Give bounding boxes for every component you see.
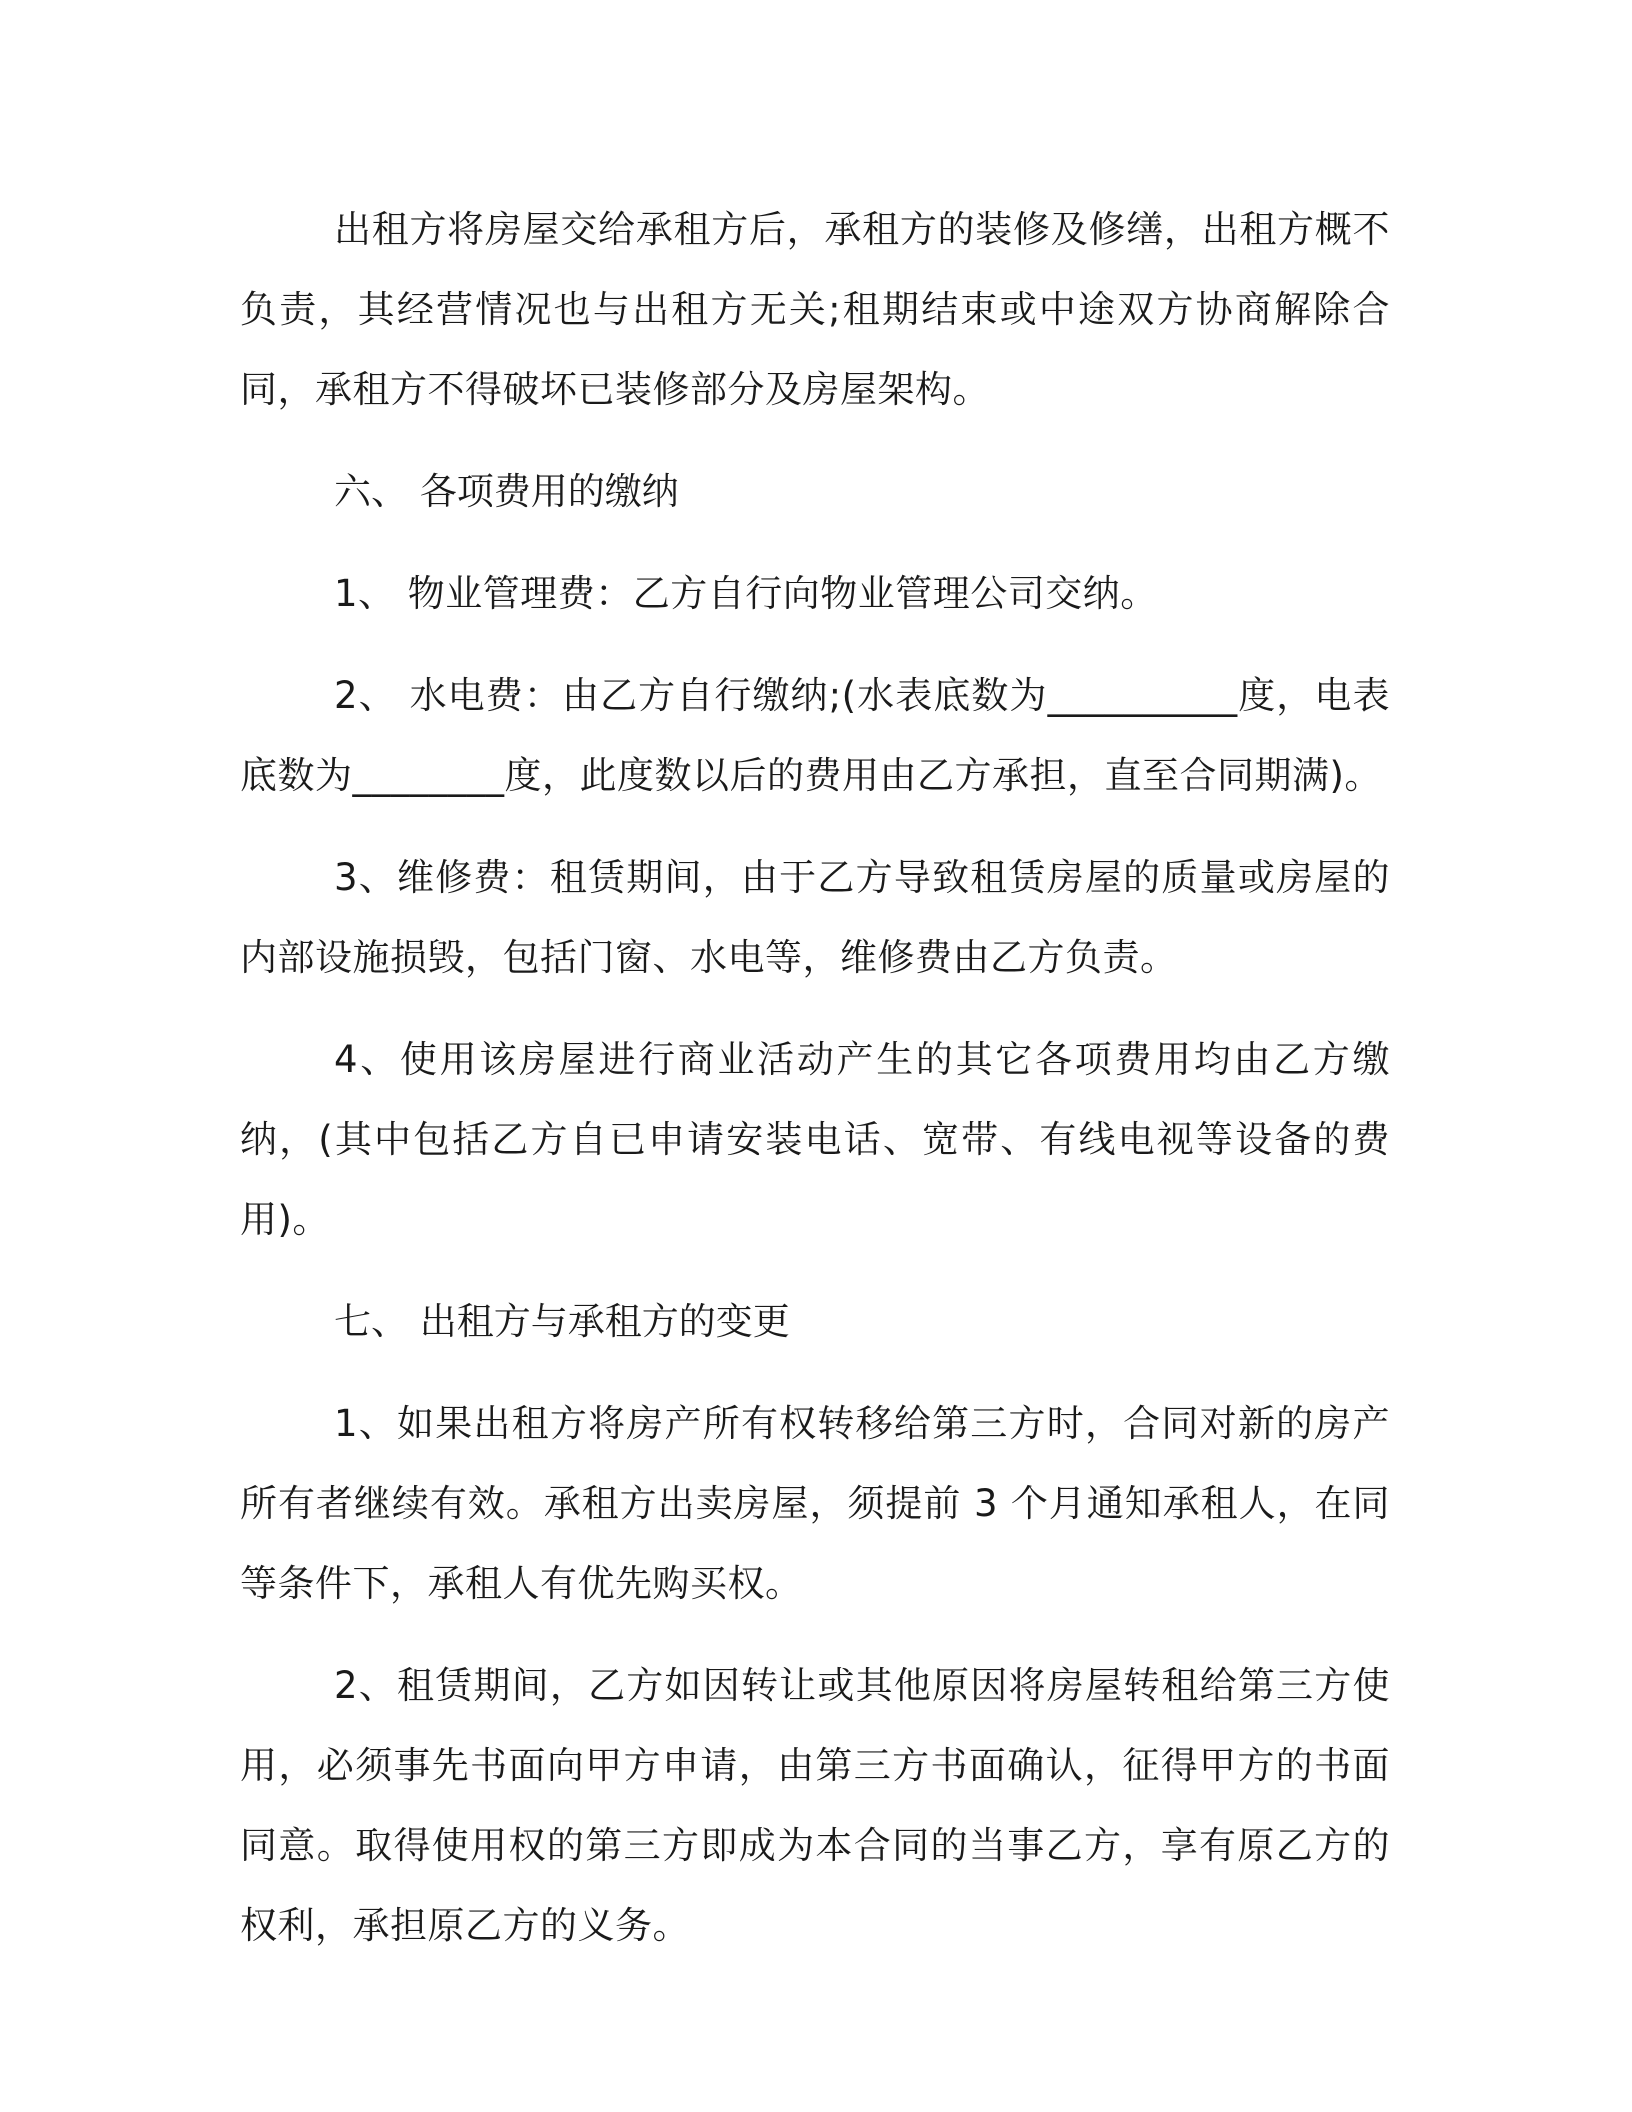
document-page bbox=[240, 190, 1390, 1966]
paragraph-renovation-clause: 出租方将房屋交给承租方后，承租方的装修及修缮，出租方概不负责，其经营情况也与出租方无关;租期结束或中途双方协商解除合同，承租方不得破坏已装修部分及房屋架构。 bbox=[240, 208, 1390, 411]
paragraph-other-fees: 4、使用该房屋进行商业活动产生的其它各项费用均由乙方缴纳，(其中包括乙方自已申请安装电话、宽带、有线电视等设备的费用)。 bbox=[240, 1038, 1390, 1241]
paragraph-property-fee: 1、 物业管理费：乙方自行向物业管理公司交纳。 bbox=[334, 572, 1158, 615]
section-heading-fees: 六、 各项费用的缴纳 bbox=[334, 470, 679, 513]
paragraph-utility-fee: 2、 水电费：由乙方自行缴纳;(水表底数为__________度，电表底数为________度，此度数以后的费用由乙方承担，直至合同期满)。 bbox=[240, 674, 1390, 797]
section-heading-changes: 七、 出租方与承租方的变更 bbox=[334, 1300, 790, 1343]
paragraph-sublease: 2、租赁期间，乙方如因转让或其他原因将房屋转租给第三方使用，必须事先书面向甲方申请，由第三方书面确认，征得甲方的书面同意。取得使用权的第三方即成为本合同的当事乙方，享有原乙方的权利，承担原乙方的义务。 bbox=[240, 1664, 1390, 1947]
paragraph-repair-fee: 3、维修费：租赁期间，由于乙方导致租赁房屋的质量或房屋的内部设施损毁，包括门窗、水电等，维修费由乙方负责。 bbox=[240, 856, 1390, 979]
paragraph-ownership-transfer: 1、如果出租方将房产所有权转移给第三方时，合同对新的房产所有者继续有效。承租方出卖房屋，须提前 3 个月通知承租人，在同等条件下，承租人有优先购买权。 bbox=[240, 1402, 1390, 1605]
